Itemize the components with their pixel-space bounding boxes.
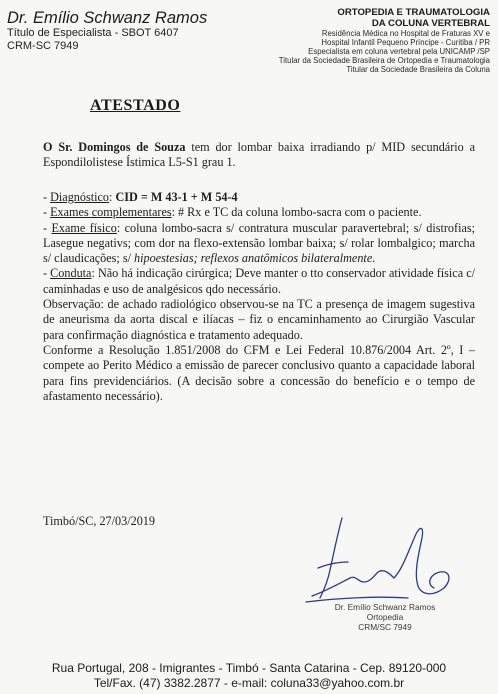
specialty-title-2: DA COLUNA VERTEBRAL bbox=[371, 17, 490, 29]
physical-exam-text-italic: hipoestesias; reflexos anatômicos bilateralmente. bbox=[134, 251, 376, 266]
credential-line: Especialista em coluna vertebral pela UNICAMP /SP bbox=[308, 47, 490, 56]
physical-exam-line bbox=[43, 221, 475, 267]
conduct-text: : Não há indicação cirúrgica; Deve manter o tto conservador atividade física c/ caminhadas e uso de analgésicos qdo necessário. bbox=[43, 266, 476, 296]
bullet-prefix: - bbox=[43, 266, 51, 281]
signer-crm: CRM/SC 7949 bbox=[358, 622, 412, 632]
bullet-prefix: - bbox=[43, 190, 51, 204]
exams-line bbox=[43, 205, 475, 220]
report-body bbox=[43, 190, 475, 404]
doctor-header bbox=[7, 9, 207, 52]
conduct-label: Conduta bbox=[50, 266, 92, 281]
exams-text: : # Rx e TC da coluna lombo-sacra com o paciente. bbox=[171, 205, 422, 220]
patient-name: O Sr. Domingos de Souza bbox=[43, 140, 186, 154]
diagnosis-cid: CID = M 43-1 + M 54-4 bbox=[115, 190, 238, 204]
specialty-header bbox=[279, 8, 490, 74]
signature-block bbox=[310, 602, 460, 632]
place-date: Timbó/SC, 27/03/2019 bbox=[43, 514, 155, 528]
doctor-name: Dr. Emílio Schwanz Ramos bbox=[7, 9, 208, 27]
physical-exam-label: Exame físico bbox=[51, 220, 117, 235]
footer-address: Rua Portugal, 208 - Imigrantes - Timbó - Santa Catarina - Cep. 89120-000 bbox=[51, 661, 447, 675]
footer bbox=[0, 661, 498, 690]
conduct-line bbox=[43, 266, 475, 297]
specialty-title-1: ORTOPEDIA E TRAUMATOLOGIA bbox=[337, 7, 490, 18]
credential-line: Residência Médica no Hospital de Fraturas XV e bbox=[321, 29, 490, 38]
diagnosis-label: Diagnóstico bbox=[50, 190, 110, 204]
intro-paragraph bbox=[43, 140, 475, 171]
handwritten-signature bbox=[298, 512, 458, 608]
exams-label: Exames complementares bbox=[50, 205, 172, 220]
diagnosis-line bbox=[43, 190, 475, 205]
credential-line: Titular da Sociedade Brasileira de Ortopedia e Traumatologia bbox=[278, 56, 490, 65]
intro-text: tem dor lombar baixa irradiando p/ MID secundário a Espondilolistese Ístimica L5-S1 grau 1. bbox=[43, 140, 475, 170]
credential-line: Titular da Sociedade Brasileira da Coluna bbox=[346, 65, 490, 74]
signer-role: Ortopedia bbox=[366, 612, 404, 622]
bullet-prefix: - bbox=[43, 220, 52, 235]
signer-name: Dr. Emílio Schwanz Ramos bbox=[334, 602, 436, 612]
document-title: ATESTADO bbox=[90, 97, 181, 114]
specialist-title: Título de Especialista - SBOT 6407 bbox=[7, 27, 179, 39]
diagnosis-colon: : bbox=[109, 190, 116, 204]
crm-number: CRM-SC 7949 bbox=[7, 39, 79, 52]
bullet-prefix: - bbox=[43, 205, 51, 220]
footer-contact: Tel/Fax. (47) 3382.2877 - e-mail: coluna33@yahoo.com.br bbox=[93, 675, 405, 690]
legal-paragraph: Conforme a Resolução 1.851/2008 do CFM e Lei Federal 10.876/2004 Art. 2º, I – compete ao Perito Médico a emissão de parecer conclusivo quanto a capacidade laboral para fins previdenciários. (A decisão sobre a concessão do benefício e o tempo de afastamento necessário). bbox=[43, 342, 475, 403]
observation-paragraph: Observação: de achado radiológico observou-se na TC a presença de imagem sugestiva de aneurisma da aorta discal e ilíacas – fiz o encaminhamento ao Cirurgião Vascular para confirmação diagnóstica e tratamento adequado. bbox=[43, 297, 475, 342]
physical-exam-text: : coluna lombo-sacra s/ contratura muscular paravertebral; s/ distrofias; Lasegue negativs; com dor na flexo-extensão lombar baixa; s/ rolar lombalgico; marcha s/ claudicações; s/ bbox=[43, 220, 475, 266]
credential-line: Hospital Infantil Pequeno Príncipe - Curitiba / PR bbox=[321, 38, 490, 47]
